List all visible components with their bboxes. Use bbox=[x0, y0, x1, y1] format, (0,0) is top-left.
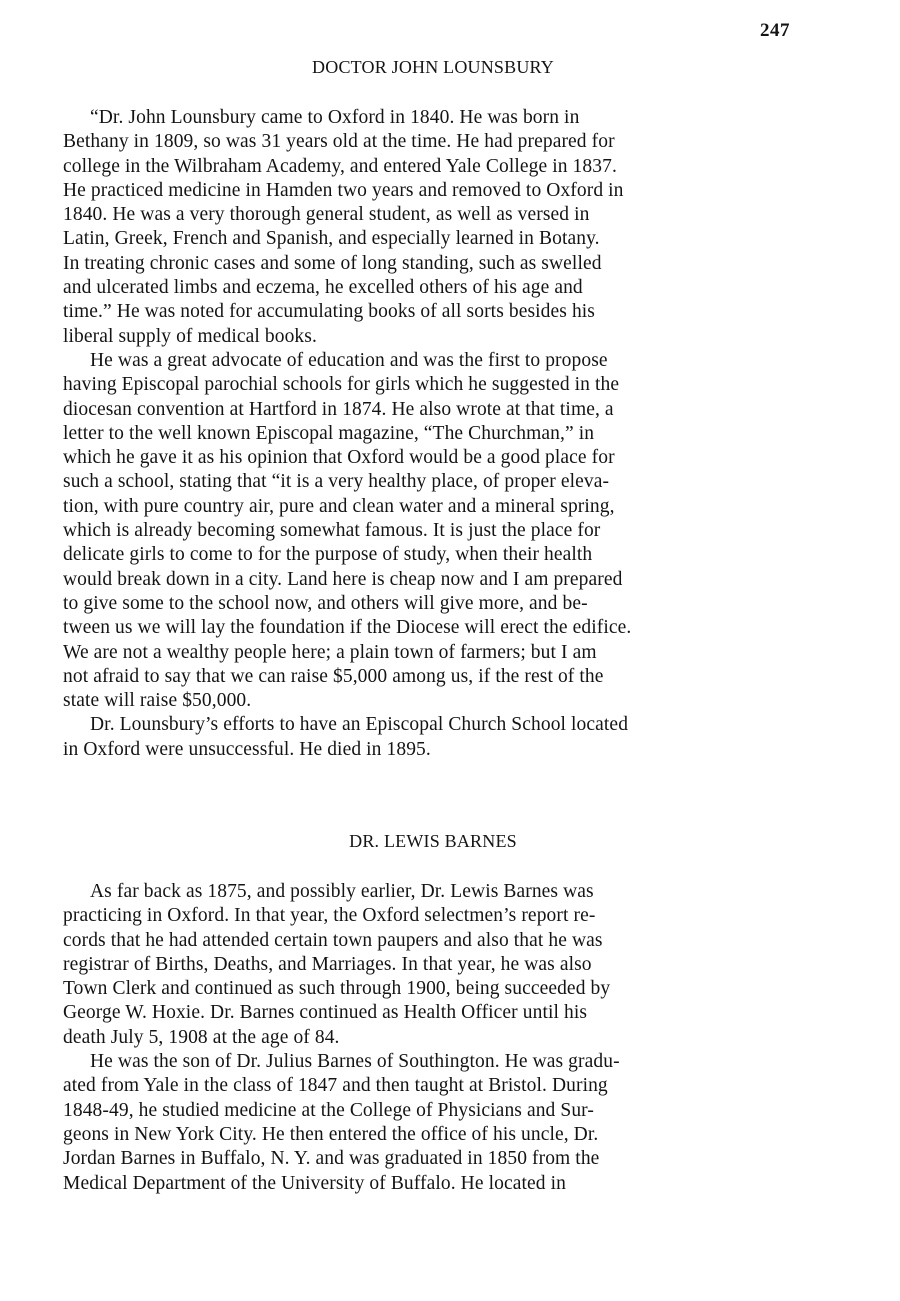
text-line: in Oxford were unsuccessful. He died in 1895. bbox=[63, 738, 431, 760]
text-line: tween us we will lay the foundation if the Diocese will erect the edifice. bbox=[63, 617, 632, 639]
text-line: having Episcopal parochial schools for girls which he suggested in the bbox=[63, 374, 620, 396]
section-body-lounsbury bbox=[63, 106, 823, 762]
text-line: not afraid to say that we can raise $5,000 among us, if the rest of the bbox=[63, 665, 604, 687]
text-line: registrar of Births, Deaths, and Marriages. In that year, he was also bbox=[63, 953, 592, 975]
text-line: He practiced medicine in Hamden two years and removed to Oxford in bbox=[63, 179, 624, 201]
text-line: Medical Department of the University of Buffalo. He located in bbox=[63, 1172, 566, 1194]
text-line: In treating chronic cases and some of long standing, such as swelled bbox=[63, 252, 602, 274]
text-line: He was a great advocate of education and was the first to propose bbox=[90, 349, 608, 371]
text-line: liberal supply of medical books. bbox=[63, 325, 317, 347]
text-line: tion, with pure country air, pure and clean water and a mineral spring, bbox=[63, 495, 615, 517]
section-heading-barnes: DR. LEWIS BARNES bbox=[349, 831, 517, 851]
text-line: Jordan Barnes in Buffalo, N. Y. and was graduated in 1850 from the bbox=[63, 1148, 600, 1170]
text-line: state will raise $50,000. bbox=[63, 690, 252, 712]
text-line: As far back as 1875, and possibly earlier, Dr. Lewis Barnes was bbox=[90, 881, 594, 902]
text-line: and ulcerated limbs and eczema, he excelled others of his age and bbox=[63, 277, 583, 299]
text-line: “Dr. John Lounsbury came to Oxford in 1840. He was born in bbox=[90, 107, 580, 128]
text-line: He was the son of Dr. Julius Barnes of Southington. He was gradu- bbox=[90, 1051, 620, 1073]
text-line: Bethany in 1809, so was 31 years old at the time. He had prepared for bbox=[63, 131, 615, 153]
text-line: would break down in a city. Land here is cheap now and I am prepared bbox=[63, 568, 623, 590]
text-line: delicate girls to come to for the purpose of study, when their health bbox=[63, 544, 593, 566]
text-line: practicing in Oxford. In that year, the Oxford selectmen’s report re- bbox=[63, 905, 596, 927]
text-line: such a school, stating that “it is a very healthy place, of proper eleva- bbox=[63, 471, 610, 493]
text-line: geons in New York City. He then entered the office of his uncle, Dr. bbox=[63, 1123, 599, 1145]
section-heading-lounsbury: DOCTOR JOHN LOUNSBURY bbox=[312, 57, 554, 77]
text-line: We are not a wealthy people here; a plain town of farmers; but I am bbox=[63, 641, 597, 663]
text-line: cords that he had attended certain town paupers and also that he was bbox=[63, 929, 603, 951]
text-line: college in the Wilbraham Academy, and entered Yale College in 1837. bbox=[63, 155, 617, 177]
text-line: to give some to the school now, and others will give more, and be- bbox=[63, 592, 588, 614]
text-line: 1848-49, he studied medicine at the College of Physicians and Sur- bbox=[63, 1099, 594, 1121]
text-line: time.” He was noted for accumulating books of all sorts besides his bbox=[63, 301, 595, 323]
text-line: which is already becoming somewhat famous. It is just the place for bbox=[63, 520, 601, 542]
page-number: 247 bbox=[760, 20, 790, 41]
text-line: Town Clerk and continued as such through 1900, being succeeded by bbox=[63, 978, 611, 1000]
text-line: Latin, Greek, French and Spanish, and especially learned in Botany. bbox=[63, 228, 600, 250]
text-line: diocesan convention at Hartford in 1874. He also wrote at that time, a bbox=[63, 398, 614, 420]
text-line: death July 5, 1908 at the age of 84. bbox=[63, 1026, 340, 1048]
text-line: which he gave it as his opinion that Oxford would be a good place for bbox=[63, 447, 615, 469]
text-line: George W. Hoxie. Dr. Barnes continued as Health Officer until his bbox=[63, 1002, 588, 1024]
text-line: Dr. Lounsbury’s efforts to have an Episcopal Church School located bbox=[90, 714, 629, 736]
text-line: ated from Yale in the class of 1847 and then taught at Bristol. During bbox=[63, 1075, 608, 1097]
text-line: letter to the well known Episcopal magazine, “The Churchman,” in bbox=[63, 422, 595, 444]
text-line: 1840. He was a very thorough general student, as well as versed in bbox=[63, 204, 590, 226]
section-body-barnes bbox=[63, 880, 823, 1196]
